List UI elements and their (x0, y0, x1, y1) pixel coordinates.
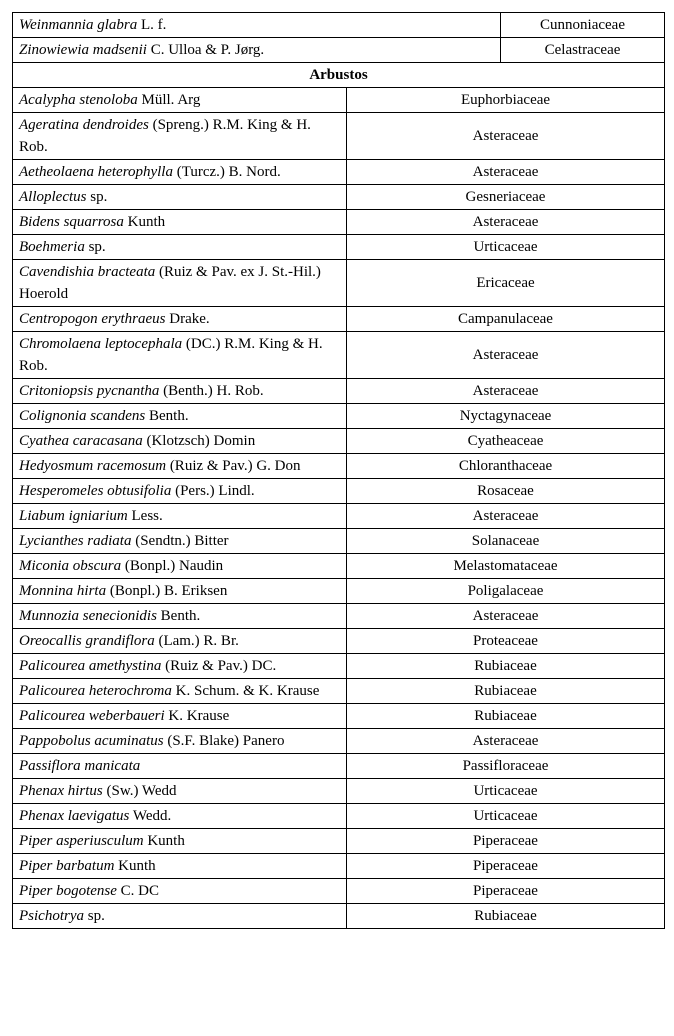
species-cell (13, 579, 347, 604)
table-row (13, 679, 665, 704)
family-cell: Asteraceae (347, 210, 665, 235)
table-row (13, 604, 665, 629)
species-cell (13, 454, 347, 479)
species-cell (13, 679, 347, 704)
species-name: Aetheolaena heterophylla (19, 164, 173, 180)
species-cell (13, 88, 347, 113)
family-cell: Solanaceae (347, 529, 665, 554)
table-row (13, 504, 665, 529)
species-cell (13, 904, 347, 929)
species-author: Benth. (145, 408, 189, 424)
species-cell (13, 854, 347, 879)
table-row (13, 88, 665, 113)
family-cell: Cunnoniaceae (501, 13, 665, 38)
species-cell (13, 13, 501, 38)
table-row (13, 879, 665, 904)
species-name: Oreocallis grandiflora (19, 633, 155, 649)
species-name: Lycianthes radiata (19, 533, 132, 549)
species-author: sp. (84, 908, 105, 924)
section-title: Arbustos (13, 63, 665, 88)
species-name: Acalypha stenoloba (19, 92, 138, 108)
species-cell (13, 210, 347, 235)
family-cell: Asteraceae (347, 604, 665, 629)
species-author: Müll. Arg (137, 92, 201, 108)
species-author: K. Schum. & K. Krause (171, 683, 320, 699)
species-author: (Sw.) Wedd (102, 783, 177, 799)
species-name: Colignonia scandens (19, 408, 146, 424)
table-row (13, 529, 665, 554)
family-cell: Cyatheaceae (347, 429, 665, 454)
species-name: Ageratina dendroides (19, 117, 149, 133)
species-author: (Spreng.) R.M. King & H. Rob. (19, 117, 311, 155)
species-author: (Klotzsch) Domin (142, 433, 256, 449)
table-row (13, 479, 665, 504)
species-cell (13, 629, 347, 654)
species-author: K. Krause (164, 708, 230, 724)
table-row (13, 429, 665, 454)
family-cell: Asteraceae (347, 504, 665, 529)
species-author: (Bonpl.) Naudin (121, 558, 224, 574)
table-row (13, 804, 665, 829)
species-name: Palicourea heterochroma (19, 683, 172, 699)
section-header-row (13, 63, 665, 88)
species-author: Wedd. (129, 808, 172, 824)
species-author: (Sendtn.) Bitter (131, 533, 229, 549)
species-name: Zinowiewia madsenii (19, 42, 147, 58)
species-author: Kunth (143, 833, 185, 849)
family-cell: Asteraceae (347, 160, 665, 185)
species-cell (13, 379, 347, 404)
species-author: sp. (84, 239, 106, 255)
arbustos-rows (13, 88, 665, 929)
table-row (13, 754, 665, 779)
table-row (13, 113, 665, 160)
species-author: C. DC (116, 883, 159, 899)
table-row (13, 654, 665, 679)
species-name: Palicourea amethystina (19, 658, 162, 674)
table-row (13, 379, 665, 404)
species-author: (Ruiz & Pav.) DC. (161, 658, 277, 674)
species-author: (Ruiz & Pav. ex J. St.-Hil.) Hoerold (19, 264, 321, 302)
species-author: (S.F. Blake) Panero (163, 733, 285, 749)
family-cell: Poligalaceae (347, 579, 665, 604)
family-cell: Melastomataceae (347, 554, 665, 579)
species-cell (13, 185, 347, 210)
species-cell (13, 260, 347, 307)
table-row (13, 38, 665, 63)
species-name: Monnina hirta (19, 583, 107, 599)
family-cell: Celastraceae (501, 38, 665, 63)
family-cell: Piperaceae (347, 829, 665, 854)
species-author: (Bonpl.) B. Eriksen (106, 583, 228, 599)
family-cell: Rosaceae (347, 479, 665, 504)
species-name: Weinmannia glabra (19, 17, 138, 33)
family-cell: Rubiaceae (347, 904, 665, 929)
species-cell (13, 604, 347, 629)
table-row (13, 454, 665, 479)
species-name: Palicourea weberbaueri (19, 708, 165, 724)
table-row (13, 779, 665, 804)
species-name: Phenax laevigatus (19, 808, 130, 824)
species-cell (13, 754, 347, 779)
species-cell (13, 404, 347, 429)
species-author: (DC.) R.M. King & H. Rob. (19, 336, 323, 374)
species-author: L. f. (137, 17, 167, 33)
family-cell: Urticaceae (347, 804, 665, 829)
species-name: Pappobolus acuminatus (19, 733, 164, 749)
family-cell: Piperaceae (347, 854, 665, 879)
species-cell (13, 829, 347, 854)
family-cell: Campanulaceae (347, 307, 665, 332)
family-cell: Rubiaceae (347, 654, 665, 679)
species-cell (13, 38, 501, 63)
table-row (13, 579, 665, 604)
family-cell: Chloranthaceae (347, 454, 665, 479)
table-row (13, 13, 665, 38)
species-author: (Benth.) H. Rob. (159, 383, 264, 399)
table-row (13, 260, 665, 307)
family-cell: Gesneriaceae (347, 185, 665, 210)
family-cell: Asteraceae (347, 729, 665, 754)
family-cell: Euphorbiaceae (347, 88, 665, 113)
family-cell: Nyctagynaceae (347, 404, 665, 429)
species-name: Cyathea caracasana (19, 433, 143, 449)
species-author: Drake. (165, 311, 210, 327)
species-author: Kunth (123, 214, 166, 230)
table-row (13, 904, 665, 929)
table-row (13, 729, 665, 754)
species-author: (Ruiz & Pav.) G. Don (166, 458, 301, 474)
species-name: Boehmeria (19, 239, 85, 255)
species-name: Liabum igniarium (19, 508, 128, 524)
family-cell: Asteraceae (347, 332, 665, 379)
species-cell (13, 879, 347, 904)
species-name: Hesperomeles obtusifolia (19, 483, 172, 499)
species-author: (Lam.) R. Br. (154, 633, 239, 649)
species-name: Passiflora manicata (19, 758, 141, 774)
species-cell (13, 654, 347, 679)
family-cell: Urticaceae (347, 235, 665, 260)
species-name: Cavendishia bracteata (19, 264, 156, 280)
family-cell: Rubiaceae (347, 679, 665, 704)
table-row (13, 307, 665, 332)
table-row (13, 829, 665, 854)
family-cell: Ericaceae (347, 260, 665, 307)
species-cell (13, 160, 347, 185)
species-name: Bidens squarrosa (19, 214, 124, 230)
species-name: Piper asperiusculum (19, 833, 144, 849)
species-author: Benth. (156, 608, 201, 624)
species-name: Critoniopsis pycnantha (19, 383, 160, 399)
species-author: sp. (86, 189, 108, 205)
species-cell (13, 479, 347, 504)
species-cell (13, 429, 347, 454)
table-row (13, 185, 665, 210)
species-cell (13, 554, 347, 579)
species-name: Piper bogotense (19, 883, 117, 899)
family-cell: Asteraceae (347, 113, 665, 160)
species-name: Hedyosmum racemosum (19, 458, 167, 474)
table-row (13, 854, 665, 879)
species-table-wrapper (12, 12, 664, 929)
species-author: (Pers.) Lindl. (171, 483, 255, 499)
species-cell (13, 504, 347, 529)
species-author: Kunth (114, 858, 156, 874)
table-row (13, 160, 665, 185)
species-name: Chromolaena leptocephala (19, 336, 183, 352)
species-author: Less. (127, 508, 163, 524)
family-cell: Proteaceae (347, 629, 665, 654)
species-cell (13, 729, 347, 754)
table-row (13, 210, 665, 235)
species-cell (13, 307, 347, 332)
species-name: Centropogon erythraeus (19, 311, 166, 327)
table-row (13, 235, 665, 260)
table-row (13, 629, 665, 654)
family-cell: Passifloraceae (347, 754, 665, 779)
species-cell (13, 332, 347, 379)
species-author: C. Ulloa & P. Jørg. (146, 42, 265, 58)
table-row (13, 704, 665, 729)
species-table (12, 12, 665, 929)
species-author: (Turcz.) B. Nord. (172, 164, 281, 180)
species-name: Munnozia senecionidis (19, 608, 157, 624)
family-cell: Asteraceae (347, 379, 665, 404)
species-name: Miconia obscura (19, 558, 122, 574)
species-cell (13, 113, 347, 160)
species-cell (13, 704, 347, 729)
species-cell (13, 235, 347, 260)
family-cell: Urticaceae (347, 779, 665, 804)
species-cell (13, 779, 347, 804)
species-name: Psichotrya (19, 908, 84, 924)
species-name: Phenax hirtus (19, 783, 103, 799)
family-cell: Rubiaceae (347, 704, 665, 729)
species-cell (13, 804, 347, 829)
family-cell: Piperaceae (347, 879, 665, 904)
species-name: Alloplectus (19, 189, 87, 205)
table-row (13, 404, 665, 429)
species-name: Piper barbatum (19, 858, 115, 874)
species-cell (13, 529, 347, 554)
table-row (13, 554, 665, 579)
table-row (13, 332, 665, 379)
